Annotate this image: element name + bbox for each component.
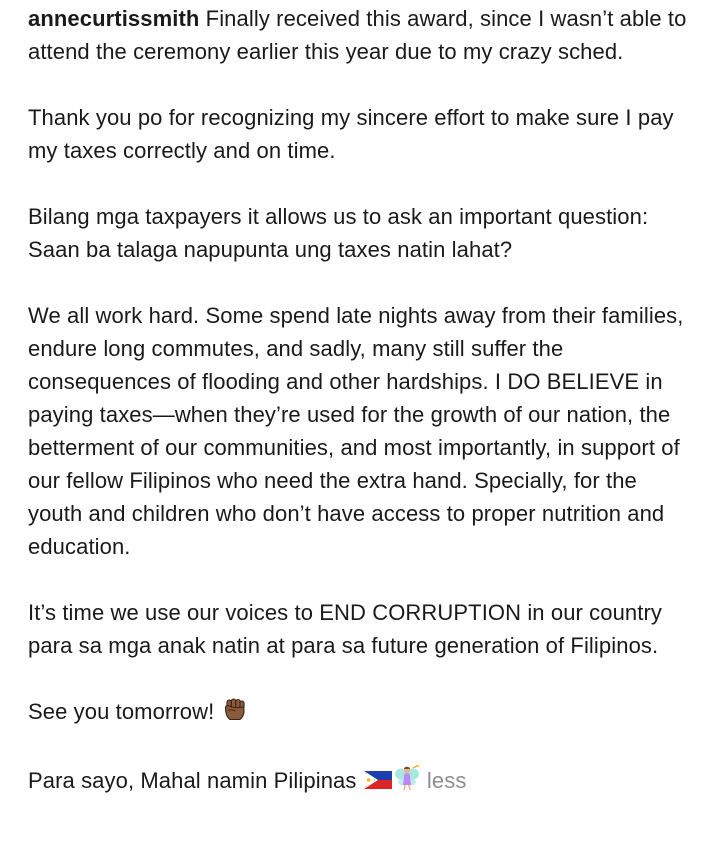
caption-paragraph-6 — [28, 695, 692, 731]
closing-text: Para sayo, Mahal namin Pilipinas — [28, 768, 357, 793]
username-link[interactable]: annecurtissmith — [28, 6, 200, 31]
caption-paragraph-2: Thank you po for recognizing my sincere effort to make sure I pay my taxes correctly and on time. — [28, 105, 674, 163]
fairy-icon — [393, 765, 421, 800]
see-you-text: See you tomorrow! — [28, 699, 215, 724]
caption-paragraph-4: We all work hard. Some spend late nights away from their families, endure long commutes, and sadly, many still suffer the consequences of flooding and other hardships. I DO BELIEVE in paying taxes—when they’re used for the growth of our nation, the betterment of our communities, and most importantly, in support of our fellow Filipinos who need the extra hand. Specially, for the youth and children who don’t have access to proper nutrition and education. — [28, 303, 684, 559]
caption-paragraph-1 — [28, 2, 692, 68]
raised-fist-icon — [221, 696, 247, 731]
philippines-flag-icon — [363, 767, 393, 800]
caption-paragraph-3: Bilang mga taxpayers it allows us to ask an important question: Saan ba talaga napupunta ung taxes natin lahat? — [28, 204, 649, 262]
less-button[interactable]: less — [426, 768, 467, 793]
caption-text-1: Finally received this award, since I wasn’t able to attend the ceremony earlier this year due to my crazy sched. — [28, 6, 687, 64]
caption-paragraph-7 — [28, 764, 692, 800]
post-caption — [28, 2, 692, 833]
caption-paragraph-5: It’s time we use our voices to END CORRUPTION in our country para sa mga anak natin at para sa future generation of Filipinos. — [28, 600, 663, 658]
